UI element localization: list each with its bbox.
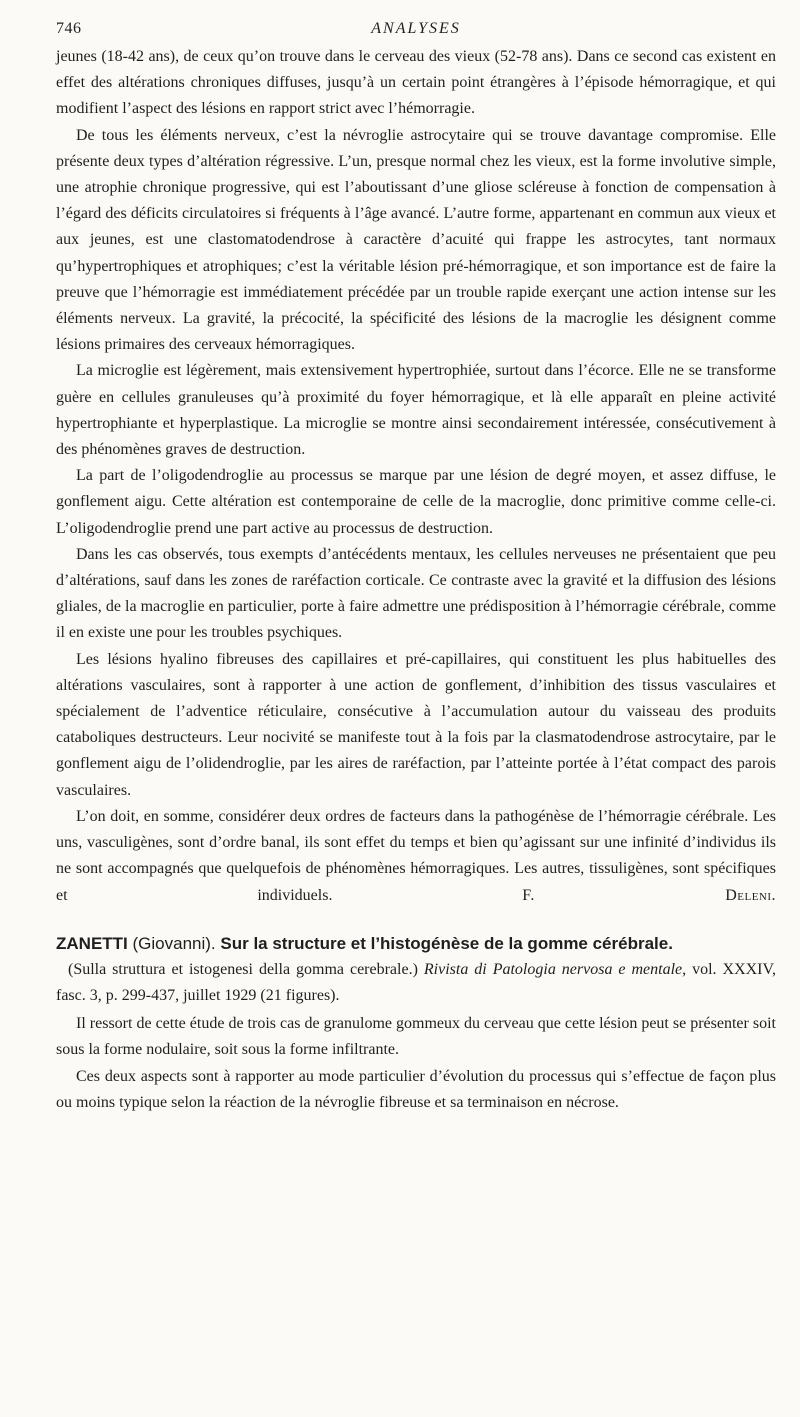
review-zanetti-body	[56, 1011, 776, 1116]
body-paragraph: La microglie est légèrement, mais extensivement hypertrophiée, surtout dans l’écorce. Elle ne se transforme guère en cellules granuleuses qu’à proximité du foyer hémorragique, et là elle apparaît en pleine activité hypertrophiante et hyperplastique. La microglie se montre ainsi secondairement intéressée, consécutivement à des phénomènes graves de destruction.	[56, 362, 776, 459]
body-paragraph: Les lésions hyalino fibreuses des capillaires et pré-capillaires, qui constituent les plus habituelles des altérations vasculaires, sont à rapporter à une action de gonflement, d’inhibition des tissus vasculaires et spécialement de l’adventice réticulaire, consécutive à l’accumulation autour du vaisseau des produits cataboliques destructeurs. Leur nocivité se manifeste tout à la fois par la clasmatodendrose astrocytaire, par le gonflement aigu de l’olidendroglie, par les aires de raréfaction, par l’atteinte portée à l’état compact des parois vasculaires.	[56, 650, 776, 799]
closing-text: L’on doit, en somme, considérer deux ordres de facteurs dans la pathogénèse de l’hémorragie cérébrale. Les uns, vasculigènes, sont d’ordre banal, ils sont effet du temps et bien qu’agissant sur une infinité d’individus ils ne sont accompagnés que quelquefois de phénomènes hémorragiques. Les autres, tissuligènes, sont spécifiques et individuels.	[56, 807, 776, 904]
article-title	[56, 931, 776, 957]
body-paragraph: La part de l’oligodendroglie au processus se marque par une lésion de degré moyen, et assez diffuse, le gonflement aigu. Cette altération est contemporaine de celle de la macroglie, donc primitive comme celle-ci. L’oligodendroglie prend une part active au processus de destruction.	[56, 467, 776, 537]
reviewer-signature: F. Deleni.	[522, 886, 777, 904]
running-head	[56, 18, 776, 44]
citation-details: vol. XXXIV, fasc. 3, p. 299-437, juillet 1929 (21 figures).	[56, 960, 777, 1004]
review-zanetti-header	[56, 931, 776, 1009]
body-paragraph: Dans les cas observés, tous exempts d’antécédents mentaux, les cellules nerveuses ne présentaient que peu d’altérations, sauf dans les zones de raréfaction corticale. Ce contraste avec la gravité et la diffusion des lésions gliales, de la macroglie en particulier, porte à faire admettre une prédisposition à l’hémorragie cérébrale, comme il en existe une pour les troubles psychiques.	[56, 545, 776, 642]
citation-original-title: (Sulla struttura et istogenesi della gomma cerebrale.)	[68, 960, 418, 978]
review-deleni	[56, 44, 776, 909]
running-title: ANALYSES	[371, 20, 461, 37]
body-paragraph: De tous les éléments nerveux, c’est la névroglie astrocytaire qui se trouve davantage compromise. Elle présente deux types d’altération régressive. L’un, presque normal chez les vieux, est la forme involutive simple, une atrophie chronique progressive, qui est l’aboutissant d’une gliose scléreuse à fonction de compensation à l’égard des déficits circulatoires si fréquents à l’âge avancé. L’autre forme, appartenant en commun aux vieux et aux jeunes, est une clastomatodendrose à caractère d’acuité qui frappe les astrocytes, tant normaux qu’hypertrophiques et atrophiques; c’est la véritable lésion pré-hémorragique, et son importance est de faire la preuve que l’hémorragie est immédiatement précédée par un trouble rapide exerçant une action intense sur les éléments nerveux. La gravité, la précocité, la spécificité des lésions de la macroglie les désignent comme lésions primaires des cerveaux hémorragiques.	[56, 126, 776, 354]
journal-name: Rivista di Patologia nervosa e mentale,	[423, 960, 687, 978]
body-paragraph: Ces deux aspects sont à rapporter au mode particulier d’évolution du processus qui s’effectue de façon plus ou moins typique selon la réaction de la névroglie fibreuse et sa terminaison en nécrose.	[56, 1067, 776, 1111]
article-title-text: Sur la structure et l’histogénèse de la gomme cérébrale.	[220, 933, 673, 953]
author-last-name: ZANETTI	[56, 933, 128, 953]
page-number: 746	[56, 20, 82, 37]
body-paragraph: jeunes (18-42 ans), de ceux qu’on trouve dans le cerveau des vieux (52-78 ans). Dans ce second cas existent en effet des altérations chroniques diffuses, jusqu’à un certain point étrangères à l’épisode hémorragique, et qui modifient l’aspect des lésions en rapport strict avec l’hémorragie.	[56, 48, 776, 118]
author-first-name: (Giovanni).	[132, 933, 216, 953]
body-paragraph: Il ressort de cette étude de trois cas de granulome gommeux du cerveau que cette lésion peut se présenter soit sous la forme nodulaire, soit sous la forme infiltrante.	[56, 1015, 776, 1059]
citation	[56, 957, 776, 1009]
closing-paragraph	[56, 804, 776, 909]
